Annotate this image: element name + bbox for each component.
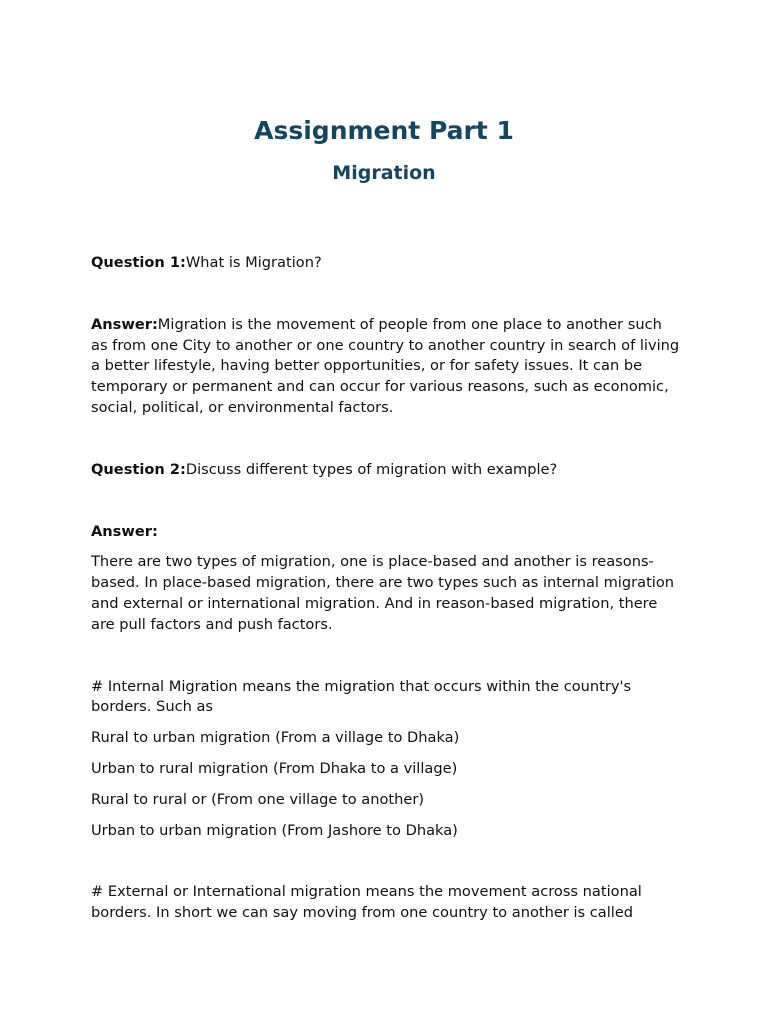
example-item: Urban to rural migration (From Dhaka to a village) [91,759,458,777]
answer-1-text: Migration is the movement of people from one place to another such as from one City to another or one country to another country in search of living a better lifestyle, having better opportunities, or for safety issues. It can be temporary or permanent and can occur for various reasons, such as economic, social, political, or environmental factors. [91,315,680,416]
example-item: Rural to urban migration (From a village to Dhaka) [91,729,460,747]
answer-2-label: Answer: [91,522,158,540]
page-title: Assignment Part 1 [254,116,514,145]
question-1 [91,253,681,274]
question-2-text: Discuss different types of migration with example? [185,460,558,478]
question-2 [91,460,681,481]
answer-1 [91,315,681,419]
example-item: Urban to urban migration (From Jashore to Dhaka) [91,821,458,839]
page-subtitle: Migration [332,162,436,184]
question-1-label: Question 1: [91,254,186,271]
internal-migration-paragraph: # Internal Migration means the migration that occurs within the country's borders. Such as [91,677,632,716]
question-1-text: What is Migration? [185,254,322,271]
external-migration-paragraph: # External or International migration means the movement across national borders. In short we can say moving from one country to another is called [91,883,642,922]
document-body [91,253,681,924]
question-2-label: Question 2: [91,460,186,478]
answer-2-intro: There are two types of migration, one is place-based and another is reasons-based. In place-based migration, there are two types such as internal migration and external or international migration. And in reason-based migration, there are pull factors and push factors. [91,553,675,633]
answer-1-label: Answer: [91,315,158,333]
example-item: Rural to rural or (From one village to another) [91,790,425,808]
